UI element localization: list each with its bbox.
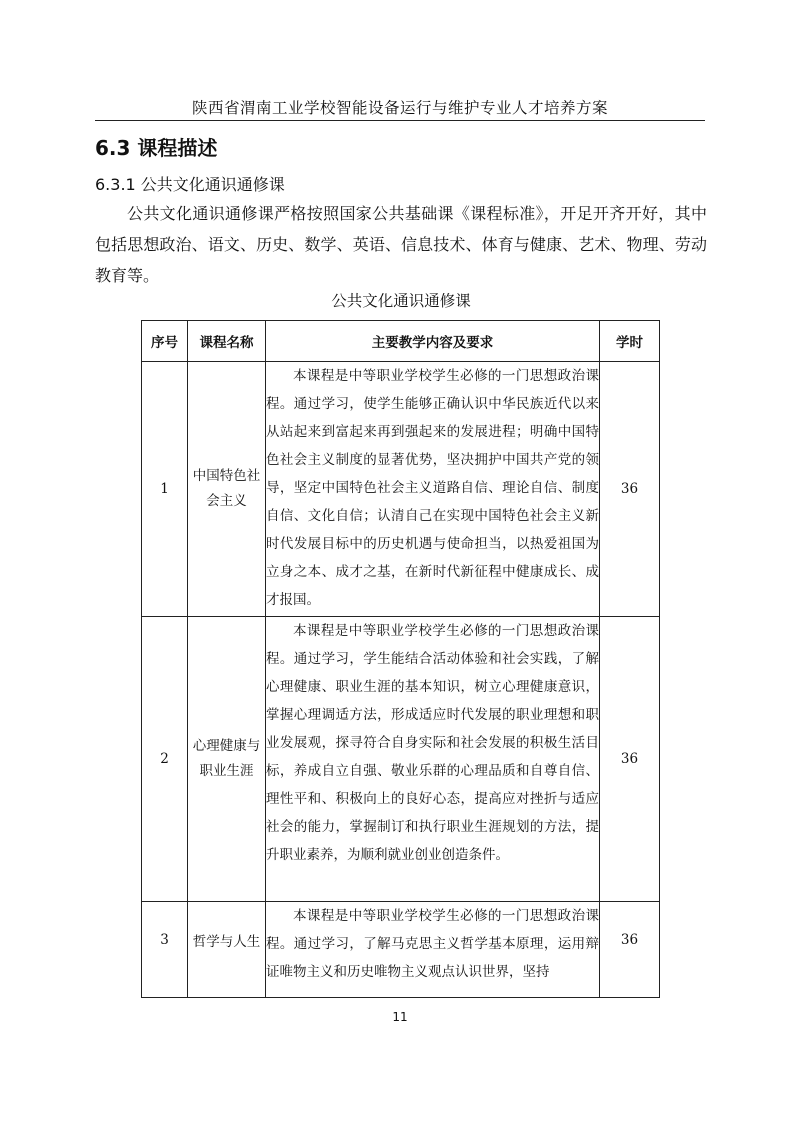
table-row xyxy=(142,617,660,902)
row-course-name: 心理健康与职业生涯 xyxy=(188,617,266,902)
row-content-text: 本课程是中等职业学校学生必修的一门思想政治课程。通过学习，学生能结合活动体验和社会实践，了解心理健康、职业生涯的基本知识，树立心理健康意识，掌握心理调适方法，形成适应时代发展的职业理想和职业发展观，探寻符合自身实际和社会发展的积极生活目标，养成自立自强、敬业乐群的心理品质和自尊自信、理性平和、积极向上的良好心态，提高应对挫折与适应社会的能力，掌握制订和执行职业生涯规划的方法，提升职业素养，为顺利就业创业创造条件。 xyxy=(266,623,599,863)
row-content xyxy=(266,902,600,998)
row-no: 3 xyxy=(142,902,188,998)
header-content: 主要教学内容及要求 xyxy=(266,321,600,362)
row-course-name: 中国特色社会主义 xyxy=(188,362,266,617)
row-content-text: 本课程是中等职业学校学生必修的一门思想政治课程。通过学习，使学生能够正确认识中华民族近代以来从站起来到富起来再到强起来的发展进程；明确中国特色社会主义制度的显著优势，坚决拥护中国共产党的领导，坚定中国特色社会主义道路自信、理论自信、制度自信、文化自信；认清自己在实现中国特色社会主义新时代发展目标中的历史机遇与使命担当，以热爱祖国为立身之本、成才之基，在新时代新征程中健康成长、成才报国。 xyxy=(266,368,599,608)
row-content xyxy=(266,617,600,902)
subsection-heading: 6.3.1 公共文化通识通修课 xyxy=(95,175,285,194)
row-hours: 36 xyxy=(600,902,660,998)
row-no: 1 xyxy=(142,362,188,617)
row-content xyxy=(266,362,600,617)
row-hours: 36 xyxy=(600,617,660,902)
section-heading: 6.3 课程描述 xyxy=(95,136,218,160)
header-no: 序号 xyxy=(142,321,188,362)
intro-paragraph: 公共文化通识通修课严格按照国家公共基础课《课程标准》，开足开齐开好，其中包括思想政治、语文、历史、数学、英语、信息技术、体育与健康、艺术、物理、劳动教育等。 xyxy=(95,204,707,285)
document-header: 陕西省渭南工业学校智能设备运行与维护专业人才培养方案 xyxy=(191,99,608,117)
header-hours: 学时 xyxy=(600,321,660,362)
header-rule xyxy=(95,120,705,121)
row-content-text: 本课程是中等职业学校学生必修的一门思想政治课程。通过学习，了解马克思主义哲学基本原理，运用辩证唯物主义和历史唯物主义观点认识世界，坚持 xyxy=(266,908,599,980)
header-name: 课程名称 xyxy=(188,321,266,362)
table-header-row xyxy=(142,321,660,362)
table-row xyxy=(142,362,660,617)
row-no: 2 xyxy=(142,617,188,902)
row-course-name: 哲学与人生 xyxy=(188,902,266,998)
table-row xyxy=(142,902,660,998)
page-number: 11 xyxy=(392,1010,408,1024)
row-hours: 36 xyxy=(600,362,660,617)
table-caption: 公共文化通识通修课 xyxy=(331,292,471,310)
course-table xyxy=(141,320,660,998)
